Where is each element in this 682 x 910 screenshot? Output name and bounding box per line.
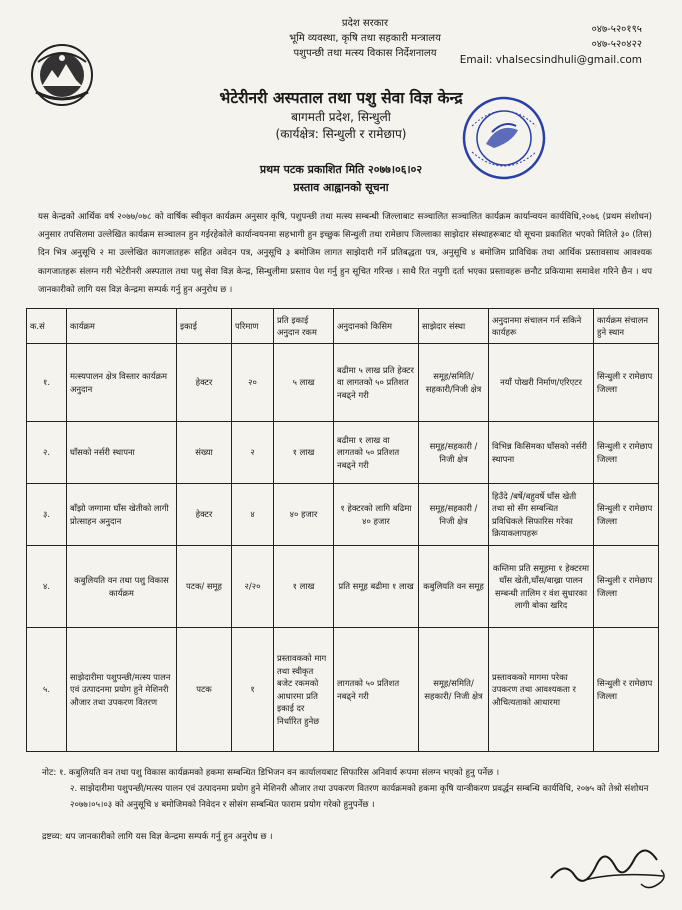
table-cell: २. [27, 422, 67, 484]
table-cell: कम्तिमा प्रति समूहमा १ हेक्टरमा घाँस खेती,घाँस/बाख्रा पालन सम्बन्धी तालिम र वंश सुधारका लागी बोका खरिद [489, 546, 594, 628]
col-header: कार्यक्रम संचालन हुने स्थान [594, 309, 659, 344]
table-cell: ५ लाख [274, 344, 334, 422]
table-cell: पटक/ समूह [177, 546, 232, 628]
table-cell: १ हेक्टरको लागि बढिमा ४० हजार [334, 484, 419, 546]
table-cell: विभिन्न किसिमका घाँसको नर्सरी स्थापना [489, 422, 594, 484]
notes-section [42, 765, 662, 813]
table-cell: घाँसको नर्सरी स्थापना [67, 422, 177, 484]
table-cell: समूह/समिति/ सहकारी/ निजी क्षेत्र [419, 628, 489, 752]
phone-number: ०४७-५२०४२२ [591, 39, 642, 50]
table-cell: २ [232, 422, 274, 484]
table-cell: समूह/सहकारी / निजी क्षेत्र [419, 484, 489, 546]
note-item: नोट: १. कबुलियति वन तथा पशु विकास कार्यक्रमको हकमा सम्बन्धित डिभिजन वन कार्यालयबाट सिफारिस अनिवार्य रूपमा संलग्न भएको हुनु पर्नेछ । [42, 768, 500, 778]
table-cell: बाँझो जग्गामा घाँस खेतीको लागी प्रोत्साहन अनुदान [67, 484, 177, 546]
table-cell: १ लाख [274, 422, 334, 484]
table-cell: सिन्धुली र रामेछाप जिल्ला [594, 344, 659, 422]
table-cell: बढीमा १ लाख वा लागतको ५० प्रतिशत नबढ्ने गरी [334, 422, 419, 484]
table-cell: ३. [27, 484, 67, 546]
table-header-row [27, 309, 659, 344]
table-row [27, 546, 659, 628]
note-item: २. साझेदारीमा पशुपन्छी/मत्स्य पालन एवं उत्पादनमा प्रयोग हुने मेशिनरी औजार तथा उपकरण वितरण कार्यक्रमको हकमा कृषि यान्त्रीकरण प्रवर्द्धन सम्बन्धि कार्यविधि, २०७५ को तेश्रो संशोधन २०७७।०५।०३ को अनुसूचि ४ बमोजिमको निवेदन र सोसंग सम्बन्धित फाराम प्रयोग गरेको हुनुपर्नेछ । [70, 784, 649, 810]
table-cell: कबुलियति वन समूह [419, 546, 489, 628]
table-cell: १. [27, 344, 67, 422]
footer-note: द्रष्टव्य: थप जानकारीको लागि यस विज्ञ केन्द्रमा सम्पर्क गर्नु हुन अनुरोध छ । [42, 832, 273, 842]
table-row [27, 628, 659, 752]
col-header: साझेदार संस्था [419, 309, 489, 344]
table-cell: मत्स्यपालन क्षेत्र विस्तार कार्यक्रम अनुदान [67, 344, 177, 422]
table-cell: सिन्धुली र रामेछाप जिल्ला [594, 546, 659, 628]
program-table [26, 308, 659, 752]
table-cell: ५. [27, 628, 67, 752]
table-cell: १ [232, 628, 274, 752]
col-header: क.सं [27, 309, 67, 344]
table-cell: ४. [27, 546, 67, 628]
office-line: प्रदेश सरकार [341, 18, 389, 29]
col-header: कार्यक्रम [67, 309, 177, 344]
table-row [27, 344, 659, 422]
table-cell: लागतको ५० प्रतिशत नबढ्ने गरी [334, 628, 419, 752]
email-address: Email: vhalsecsindhuli@gmail.com [459, 54, 642, 66]
col-header: अनुदानमा संचालन गर्न सकिने कार्यहरू [489, 309, 594, 344]
table-cell: संख्या [177, 422, 232, 484]
office-line: पशुपन्छी तथा मत्स्य विकास निर्देशनालय [293, 48, 437, 59]
handwritten-signature [545, 830, 675, 900]
office-block [250, 16, 480, 61]
table-cell: कबुलियति वन तथा पशु विकास कार्यक्रम [67, 546, 177, 628]
notes-label: नोट: [42, 768, 57, 778]
table-cell: साझेदारीमा पशुपन्छी/मत्स्य पालन एवं उत्पादनमा प्रयोग हुने मेशिनरी औजार तथा उपकरण वितरण [67, 628, 177, 752]
office-line: भूमि व्यवस्था, कृषि तथा सहकारी मन्त्रालय [289, 33, 441, 44]
table-cell: समूह/समिति/ सहकारी/निजी क्षेत्र [419, 344, 489, 422]
page-subtitle: (कार्यक्षेत्र: सिन्धुली र रामेछाप) [275, 127, 407, 141]
table-cell: सिन्धुली र रामेछाप जिल्ला [594, 628, 659, 752]
table-row [27, 484, 659, 546]
table-cell: समूह/सहकारी / निजी क्षेत्र [419, 422, 489, 484]
table-cell: प्रस्तावकको मागमा परेका उपकरण तथा आवश्यकता र औचित्यताको आधारमा [489, 628, 594, 752]
table-cell: हेक्टर [177, 344, 232, 422]
col-header: परिमाण [232, 309, 274, 344]
table-cell: प्रस्तावकको माग तथा स्वीकृत बजेट रकमको आधारमा प्रति इकाई दर निर्धारित हुनेछ [274, 628, 334, 752]
table-cell: बढीमा ५ लाख प्रति हेक्टर वा लागतको ५० प्रतिशत नबढ्ने गरी [334, 344, 419, 422]
table-cell: हेक्टर [177, 484, 232, 546]
col-header: इकाई [177, 309, 232, 344]
col-header: अनुदानको किसिम [334, 309, 419, 344]
table-cell: नयाँ पोखरी निर्माण/एरिएटर [489, 344, 594, 422]
page-title: भेटेरीनरी अस्पताल तथा पशु सेवा विज्ञ केन्द्र [219, 89, 463, 107]
table-cell: ४ [232, 484, 274, 546]
table-cell: पटक [177, 628, 232, 752]
phone-number: ०४७-५२०१९५ [591, 24, 642, 35]
publication-date: प्रथम पटक प्रकाशित मिति २०७७।०६।०२ [259, 163, 423, 176]
table-row [27, 422, 659, 484]
table-cell: २/२० [232, 546, 274, 628]
notice-title: प्रस्ताव आह्वानको सूचना [293, 181, 389, 194]
table-cell: १ लाख [274, 546, 334, 628]
table-cell: सिन्धुली र रामेछाप जिल्ला [594, 422, 659, 484]
table-cell: ४० हजार [274, 484, 334, 546]
table-cell: प्रति समूह बढीमा १ लाख [334, 546, 419, 628]
intro-paragraph: यस केन्द्रको आर्थिक वर्ष २०७७/०७८ को वार्षिक स्वीकृत कार्यक्रम अनुसार कृषि, पशुपन्छी तथा मत्स्य सम्बन्धी जिल्लाबाट सञ्चालित सञ्चालित कार्यक्रम कार्यान्वयन कार्यविधि,२०७६ (प्रथम संशोधन) अनुसार तपसिलमा उल्लेखित कार्यक्रम सञ्चालन हुन गईरहेकोले कार्यान्वयनमा सहभागी हुन इच्छुक सिन्धुली तथा रामेछाप जिल्लाका साझेदार संस्थाहरूबाट यो सूचना प्रकाशित भएको मितिले ३० (तिस) दिन भित्र अनुसूचि २ मा उल्लेखित कागजातहरू सहित अवेदन पत्र, अनुसूचि ३ बमोजिम लागत साझेदारी गर्ने प्रतिबद्धता पत्र, अनुसूचि ४ बमोजिम प्राविधिक तथा आर्थिक प्रस्तावसाथ आवश्यक कागजातहरू संलग्न गरी भेटेरीनरी अस्पताल तथा पशु सेवा विज्ञ केन्द्र, सिन्धुलीमा प्रस्ताव पेश गर्नु हुन सूचित गरिन्छ । साथै रित नपुगी दर्ता भएका प्रस्तावहरू छनौट प्रकियामा समावेश गरिने छैन । थप जानकारीको लागि यस विज्ञ केन्द्रमा सम्पर्क गर्नु हुन अनुरोध छ । [38, 212, 652, 295]
table-cell: सिन्धुली र रामेछाप जिल्ला [594, 484, 659, 546]
phone-block [592, 22, 642, 52]
table-cell: हिउँदे /बर्षे/बहुवर्षे घाँस खेती तथा सो सँग सम्बन्धित प्रविधिकले सिफारिस गरेका क्रियाकलापहरू [489, 484, 594, 546]
table-cell: २० [232, 344, 274, 422]
page-subtitle: बागमती प्रदेश, सिन्धुली [291, 110, 391, 124]
col-header: प्रति इकाई अनुदान रकम [274, 309, 334, 344]
